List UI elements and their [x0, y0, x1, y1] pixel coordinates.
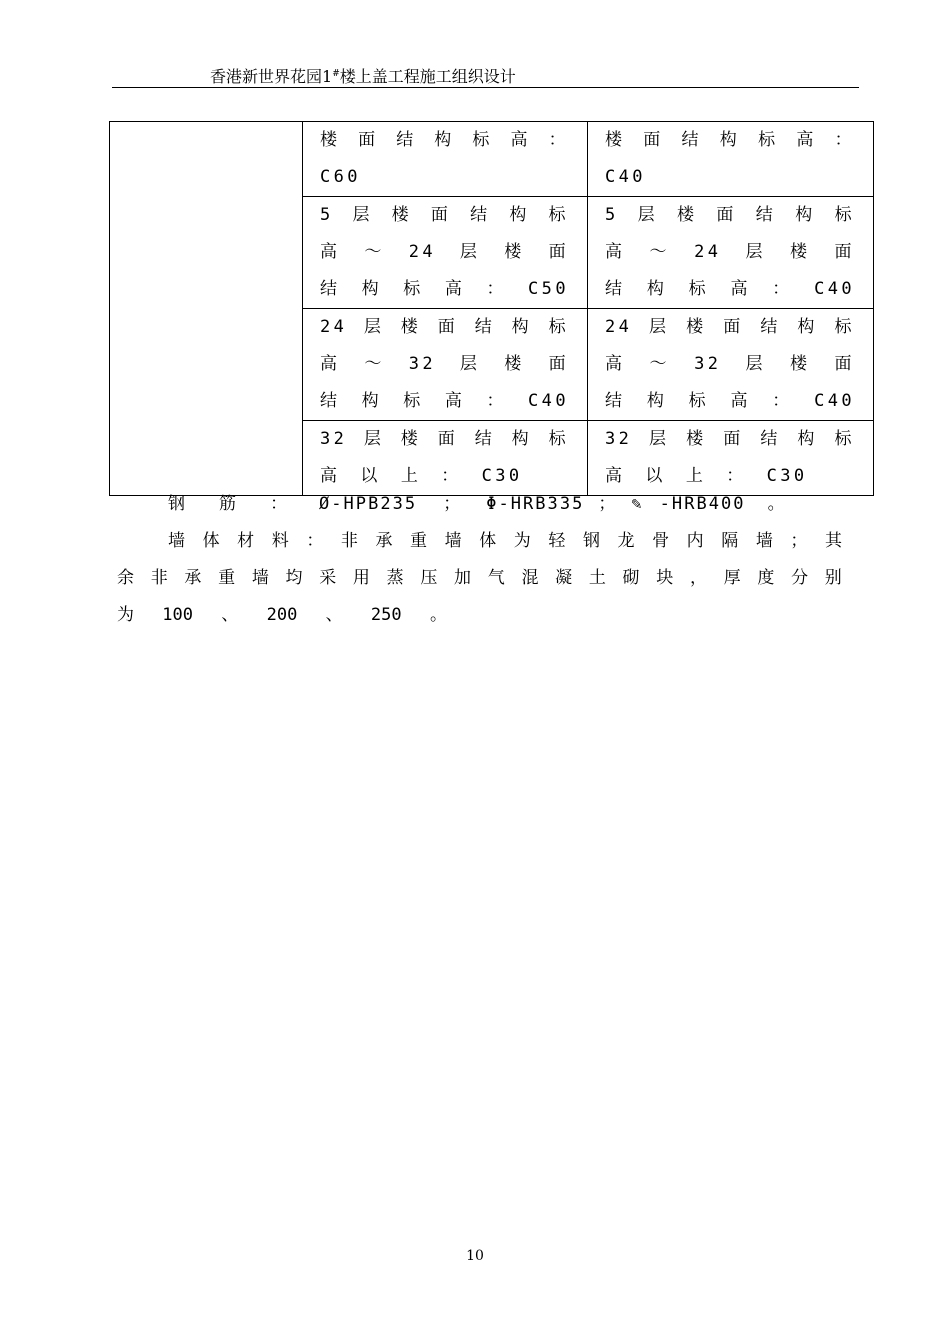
- cell-token: 土: [588, 568, 606, 588]
- cell-token: 250: [370, 605, 402, 625]
- cell-token: ：: [726, 466, 747, 486]
- cell-token: 墙: [444, 531, 462, 551]
- cell-token: 32: [605, 429, 633, 449]
- cell-token: 标: [688, 391, 710, 411]
- cell-token: 构: [434, 130, 455, 150]
- cell-token: 面: [430, 205, 452, 225]
- cell-token: C60: [320, 167, 361, 187]
- rebar-separator: ；: [598, 494, 616, 514]
- cell-token: 标: [403, 391, 424, 411]
- cell-token: 高: [605, 242, 626, 262]
- cell-token: 5: [320, 205, 334, 225]
- cell-token: 高: [730, 391, 751, 411]
- cell-token: 面: [437, 429, 459, 449]
- cell-token: 面: [358, 130, 379, 150]
- cell-token: 均: [285, 568, 303, 588]
- cell-token: 标: [548, 205, 569, 225]
- header-rule: [112, 87, 859, 88]
- cell-token: 楼: [400, 429, 422, 449]
- cell-token: 层: [745, 242, 766, 262]
- cell-token: 标: [834, 317, 855, 337]
- cell-token: ：: [486, 391, 507, 411]
- cell-token: ～: [649, 354, 670, 374]
- cell-token: 层: [459, 242, 481, 262]
- cell-token: 标: [548, 317, 569, 337]
- cell-token: ～: [364, 354, 385, 374]
- cell-token: 压: [420, 568, 438, 588]
- cell-token: 料: [271, 531, 289, 551]
- cell-token: ：: [772, 391, 793, 411]
- cell-token: C30: [481, 466, 523, 486]
- cell-token: 结: [760, 429, 781, 449]
- cell-token: 。: [429, 605, 447, 625]
- table-cell: [303, 309, 588, 421]
- cell-token: 龙: [617, 531, 635, 551]
- cell-token: 构: [511, 317, 533, 337]
- cell-token: 层: [363, 317, 385, 337]
- cell-token: 层: [352, 205, 373, 225]
- cell-token: 重: [410, 531, 428, 551]
- cell-token: 楼: [686, 317, 707, 337]
- cell-token: 承: [184, 568, 202, 588]
- table-cell: [303, 122, 588, 197]
- rebar-label: 钢 筋 ：: [168, 494, 299, 514]
- cell-token: 非: [340, 531, 358, 551]
- cell-token: 5: [605, 205, 619, 225]
- cell-token: 标: [403, 279, 424, 299]
- cell-token: 重: [218, 568, 236, 588]
- cell-token: ：: [548, 130, 569, 150]
- rebar-hpb235: Ø-HPB235: [318, 494, 418, 514]
- cell-token: 楼: [790, 354, 811, 374]
- cell-token: 标: [688, 279, 710, 299]
- cell-token: 墙: [251, 568, 269, 588]
- cell-token: 高: [320, 466, 341, 486]
- cell-token: 24: [408, 242, 436, 262]
- cell-token: 结: [681, 130, 702, 150]
- page-header-title: 香港新世界花园1#楼上盖工程施工组织设计: [210, 67, 516, 86]
- cell-token: 高: [510, 130, 531, 150]
- cell-token: 面: [643, 130, 664, 150]
- cell-token: 标: [758, 130, 779, 150]
- cell-token: 32: [408, 354, 436, 374]
- cell-token: 32: [694, 354, 722, 374]
- cell-token: 构: [797, 429, 818, 449]
- cell-token: 块: [656, 568, 674, 588]
- hrb400-symbol-icon: ✎: [631, 494, 642, 514]
- cell-token: 标: [834, 429, 855, 449]
- cell-token: ：: [772, 279, 793, 299]
- cell-token: 结: [320, 279, 341, 299]
- cell-token: 面: [716, 205, 737, 225]
- cell-token: 楼: [504, 354, 525, 374]
- cell-token: 结: [755, 205, 777, 225]
- cell-token: 构: [797, 317, 818, 337]
- cell-token: 蒸: [386, 568, 404, 588]
- cell-token: 混: [521, 568, 539, 588]
- cell-token: 高: [796, 130, 817, 150]
- cell-token: 结: [474, 317, 496, 337]
- cell-token: 结: [760, 317, 781, 337]
- table-blank-cell: [110, 122, 303, 496]
- rebar-hrb335: Φ-HRB335: [486, 494, 585, 514]
- cell-token: 别: [824, 568, 842, 588]
- cell-token: 体: [479, 531, 497, 551]
- cell-token: ～: [649, 242, 670, 262]
- cell-token: 标: [834, 205, 855, 225]
- cell-token: 为: [117, 605, 134, 625]
- cell-token: 标: [472, 130, 493, 150]
- wall-material-line2: [117, 560, 842, 597]
- cell-token: 高: [730, 279, 751, 299]
- cell-token: 楼: [686, 429, 707, 449]
- cell-token: 上: [685, 466, 707, 486]
- cell-token: 面: [834, 354, 855, 374]
- cell-token: 承: [375, 531, 393, 551]
- cell-token: 墙: [755, 531, 773, 551]
- cell-token: 层: [637, 205, 659, 225]
- page-number: 10: [466, 1248, 484, 1264]
- cell-token: 墙: [168, 531, 185, 551]
- cell-token: 结: [474, 429, 496, 449]
- cell-token: 以: [645, 466, 666, 486]
- wall-material-line3: [117, 597, 447, 634]
- rebar-end: 。: [767, 494, 785, 514]
- table-cell: [588, 421, 874, 496]
- cell-token: 24: [605, 317, 633, 337]
- cell-token: 、: [221, 605, 239, 625]
- cell-token: 面: [723, 317, 744, 337]
- cell-token: 钢: [582, 531, 600, 551]
- cell-token: C40: [814, 279, 855, 299]
- cell-token: 用: [352, 568, 370, 588]
- rebar-hrb400: -HRB400: [659, 494, 746, 514]
- cell-token: ～: [364, 242, 385, 262]
- cell-token: 度: [757, 568, 775, 588]
- cell-token: ：: [441, 466, 462, 486]
- cell-token: 楼: [504, 242, 525, 262]
- wall-material-line1: [168, 523, 842, 560]
- cell-token: 楼: [605, 130, 626, 150]
- table-cell: [303, 197, 588, 309]
- cell-token: 构: [646, 391, 668, 411]
- concrete-grade-table: [109, 121, 874, 496]
- cell-token: 层: [648, 429, 670, 449]
- cell-token: 构: [509, 205, 530, 225]
- cell-token: 非: [150, 568, 168, 588]
- cell-token: 24: [694, 242, 722, 262]
- cell-token: 层: [648, 317, 670, 337]
- cell-token: 层: [745, 354, 766, 374]
- cell-token: 构: [361, 279, 383, 299]
- cell-token: 骨: [652, 531, 670, 551]
- cell-token: 面: [834, 242, 855, 262]
- cell-token: 面: [723, 429, 744, 449]
- cell-token: 体: [202, 531, 220, 551]
- cell-token: 层: [459, 354, 481, 374]
- cell-token: 结: [396, 130, 417, 150]
- cell-token: C40: [605, 167, 646, 187]
- cell-token: 高: [320, 354, 341, 374]
- cell-token: 砌: [622, 568, 640, 588]
- cell-token: 结: [320, 391, 341, 411]
- cell-token: 楼: [400, 317, 422, 337]
- cell-token: 高: [444, 391, 466, 411]
- cell-token: 24: [320, 317, 348, 337]
- cell-token: 隔: [721, 531, 739, 551]
- cell-token: 、: [325, 605, 343, 625]
- table-cell: [588, 122, 874, 197]
- cell-token: 面: [548, 354, 569, 374]
- table-row: [110, 122, 874, 197]
- cell-token: C40: [814, 391, 855, 411]
- cell-token: ：: [834, 130, 855, 150]
- cell-token: 结: [605, 391, 626, 411]
- cell-token: 楼: [790, 242, 811, 262]
- cell-token: 楼: [677, 205, 698, 225]
- cell-token: 内: [686, 531, 704, 551]
- cell-token: 高: [605, 354, 626, 374]
- cell-token: 标: [548, 429, 569, 449]
- cell-token: 楼: [391, 205, 413, 225]
- rebar-separator: ；: [443, 494, 461, 514]
- cell-token: 以: [360, 466, 381, 486]
- table-cell: [588, 197, 874, 309]
- cell-token: 高: [320, 242, 341, 262]
- cell-token: 构: [511, 429, 533, 449]
- cell-token: 构: [795, 205, 816, 225]
- cell-token: 楼: [320, 130, 341, 150]
- rebar-line: [168, 486, 785, 523]
- cell-token: 构: [646, 279, 668, 299]
- cell-token: 32: [320, 429, 348, 449]
- cell-token: ；: [790, 531, 808, 551]
- cell-token: 其: [824, 531, 842, 551]
- cell-token: ：: [486, 279, 507, 299]
- cell-token: ，: [689, 568, 707, 588]
- cell-token: C30: [766, 466, 808, 486]
- table-cell: [588, 309, 874, 421]
- cell-token: 面: [548, 242, 569, 262]
- cell-token: 材: [237, 531, 255, 551]
- cell-token: ：: [306, 531, 324, 551]
- cell-token: 为: [513, 531, 531, 551]
- cell-token: 200: [266, 605, 298, 625]
- cell-token: 加: [454, 568, 472, 588]
- cell-token: 凝: [555, 568, 573, 588]
- cell-token: 结: [605, 279, 626, 299]
- cell-token: 构: [719, 130, 741, 150]
- cell-token: 高: [605, 466, 626, 486]
- cell-token: 层: [363, 429, 385, 449]
- cell-token: 余: [117, 568, 134, 588]
- cell-token: 高: [444, 279, 466, 299]
- cell-token: 上: [400, 466, 422, 486]
- cell-token: 100: [162, 605, 194, 625]
- cell-token: 采: [319, 568, 337, 588]
- table-cell: [303, 421, 588, 496]
- cell-token: 构: [361, 391, 383, 411]
- cell-token: 厚: [723, 568, 741, 588]
- cell-token: C40: [528, 391, 569, 411]
- cell-token: C50: [528, 279, 569, 299]
- cell-token: 结: [470, 205, 491, 225]
- cell-token: 气: [487, 568, 505, 588]
- cell-token: 轻: [548, 531, 566, 551]
- cell-token: 面: [437, 317, 459, 337]
- cell-token: 分: [791, 568, 809, 588]
